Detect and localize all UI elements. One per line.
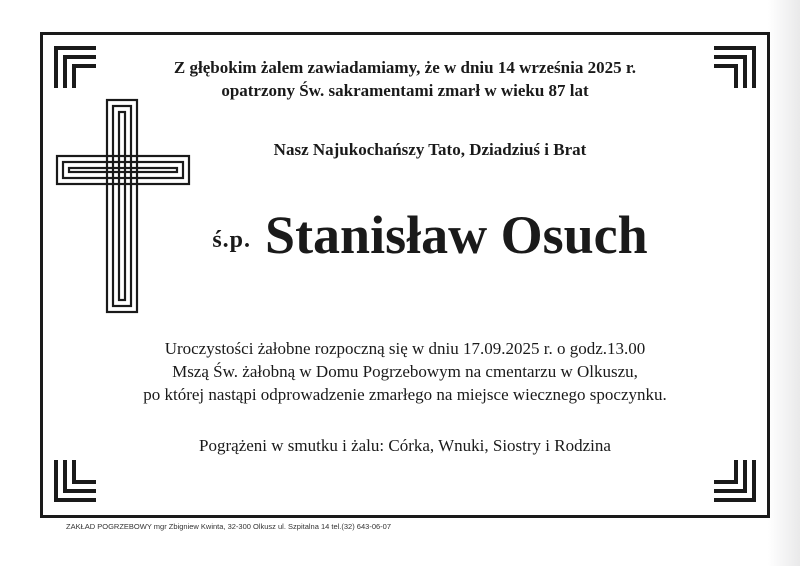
corner-ornament-bottom-left-icon bbox=[50, 460, 96, 506]
intro-line-1: Z głębokim żalem zawiadamiamy, że w dniu 14 września 2025 r. bbox=[173, 58, 637, 77]
ceremony-line-2: Mszą Św. żałobną w Domu Pogrzebowym na cmentarzu w Olkuszu, bbox=[172, 362, 638, 381]
corner-ornament-bottom-right-icon bbox=[714, 460, 760, 506]
ceremony-line-1: Uroczystości żałobne rozpoczną się w dniu 17.09.2025 r. o godz.13.00 bbox=[164, 339, 646, 358]
intro-line-2: opatrzony Św. sakramentami zmarł w wieku 87 lat bbox=[221, 81, 589, 100]
name-prefix: ś.p. bbox=[212, 227, 252, 253]
relation-line: Nasz Najukochańszy Tato, Dziadziuś i Brat bbox=[273, 140, 587, 159]
ceremony-line-3: po której nastąpi odprowadzenie zmarłego na miejsce wiecznego spoczynku. bbox=[143, 385, 667, 404]
deceased-name-line bbox=[90, 205, 770, 265]
deceased-name: Stanisław Osuch bbox=[265, 205, 648, 265]
mourners-line: Pogrążeni w smutku i żalu: Córka, Wnuki, Siostry i Rodzina bbox=[199, 436, 611, 455]
funeral-home-footer: ZAKŁAD POGRZEBOWY mgr Zbigniew Kwinta, 32-300 Olkusz ul. Szpitalna 14 tel.(32) 643-06-07 bbox=[66, 522, 392, 531]
